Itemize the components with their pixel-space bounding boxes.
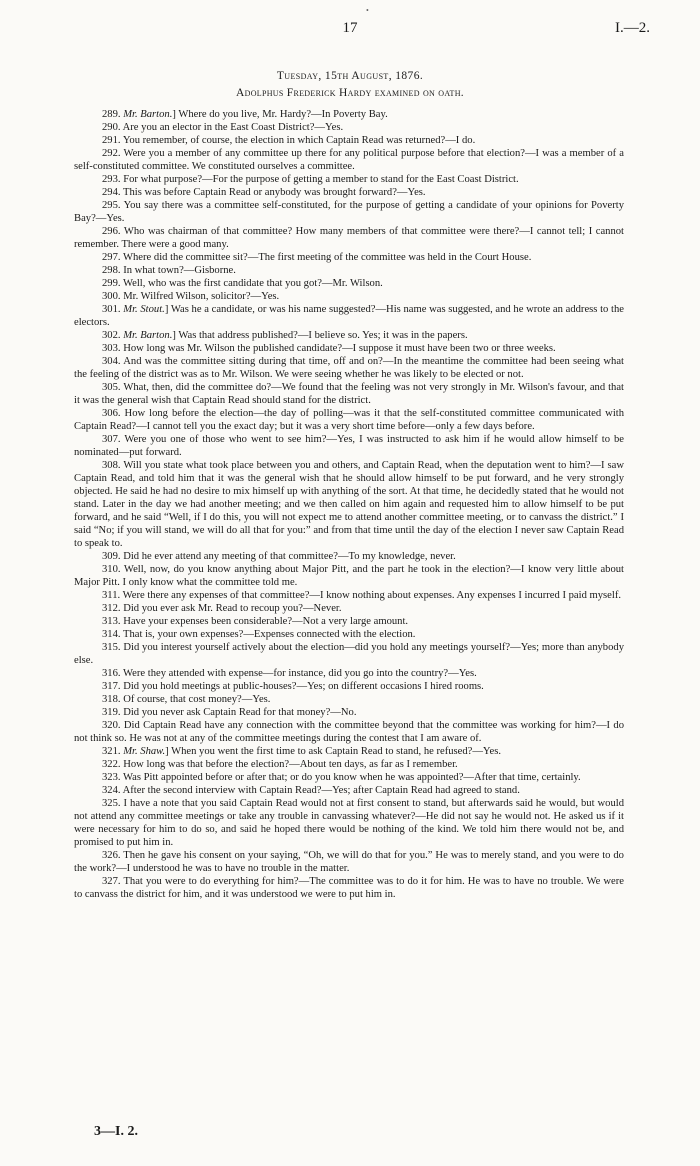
question-answer-text: Well, now, do you know anything about Major Pitt, and the part he took in the election?—I know very little about Major Pitt. I only know what the committee told me. [74,564,624,588]
testimony-paragraph [74,628,624,641]
testimony-paragraph [74,407,624,433]
testimony-paragraph [74,134,624,147]
testimony-paragraph [74,771,624,784]
testimony-paragraph [74,797,624,849]
question-answer-text: Have your expenses been considerable?—Not a very large amount. [123,616,409,627]
question-answer-text: What, then, did the committee do?—We found that the feeling was not very strongly in Mr. Wilson's favour, and that it was the general wish that Captain Read should stand for the district. [74,382,624,406]
page-number: 17 [342,20,358,36]
question-answer-text: Were they attended with expense—for instance, did you go into the country?—Yes. [123,668,477,679]
question-answer-text: For what purpose?—For the purpose of getting a member to stand for the East Coast District. [123,174,519,185]
testimony-paragraph [74,680,624,693]
question-number: 319. [102,707,121,718]
question-answer-text: Then he gave his consent on your saying, “Oh, we will do that for you.” He was to merely stand, and you were to do the work?—I understood he was to have no trouble in the matter. [74,850,624,874]
testimony-paragraph [74,199,624,225]
testimony-paragraph [74,225,624,251]
top-mark: • [366,6,369,15]
question-answer-text: And was the committee sitting during that time, off and on?—In the meantime the committee had been seeing what the feeling of the district was as to Mr. Wilson. We were seeing whether he was likely to be elected or not. [74,356,624,380]
question-number: 293. [102,174,121,185]
question-number: 306. [102,408,121,419]
question-number: 310. [102,564,121,575]
question-answer-text: That you were to do everything for him?—The committee was to do it for him. He was to have no trouble. We were to canvass the district for him, and it was understood we were to put him in. [74,876,624,900]
question-number: 316. [102,668,121,679]
question-number: 292. [102,148,121,159]
testimony-paragraph: 289. Mr. Barton.] Where do you live, Mr. Hardy?—In Poverty Bay. [102,109,388,120]
question-answer-text: Was he a candidate, or was his name suggested?—His name was suggested, and he wrote an address to the electors. [74,304,624,328]
testimony-paragraph [74,693,624,706]
testimony-paragraph [74,290,624,303]
testimony-paragraph [74,121,624,134]
question-answer-text: In what town?—Gisborne. [123,265,236,276]
testimony-paragraph [74,264,624,277]
question-answer-text: You say there was a committee self-constituted, for the purpose of getting a candidate of your opinions for Poverty Bay?—Yes. [74,200,624,224]
testimony-paragraph [74,563,624,589]
question-number: 294. [102,187,121,198]
question-answer-text: How long was Mr. Wilson the published candidate?—I suppose it must have been two or three weeks. [123,343,556,354]
question-answer-text: That is, your own expenses?—Expenses connected with the election. [123,629,416,640]
testimony-paragraph [74,758,624,771]
question-answer-text: Were you one of those who went to see him?—Yes, I was instructed to ask him if he would allow himself to be nominated—put forward. [74,434,624,458]
question-number: 311. [102,590,121,601]
question-number: 299. [102,278,121,289]
question-answer-text: Did you interest yourself actively about the election—did you hold any meetings yourself?—Yes; more than anybody else. [74,642,624,666]
question-answer-text: Did you hold meetings at public-houses?—Yes; on different occasions I hired rooms. [123,681,484,692]
sheet-signature: 3—I. 2. [94,1124,138,1139]
question-answer-text: You remember, of course, the election in which Captain Read was returned?—I do. [122,135,476,146]
question-answer-text: Did he ever attend any meeting of that committee?—To my knowledge, never. [123,551,456,562]
question-answer-text: Mr. Wilfred Wilson, solicitor?—Yes. [123,291,280,302]
testimony-paragraph [74,342,624,355]
question-answer-text: Were there any expenses of that committee?—I know nothing about expenses. Any expenses I incurred I paid myself. [122,590,621,601]
question-number: 323. [102,772,121,783]
testimony-paragraph [74,433,624,459]
question-number: 309. [102,551,121,562]
testimony-body [74,108,624,901]
question-answer-text: How long before the election—the day of polling—was it that the self-constituted committee communicated with Captain Read?—I cannot tell you the exact day; but it was a very short time before—only a few days before. [74,408,624,432]
question-answer-text: After the second interview with Captain Read?—Yes; after Captain Read had agreed to stand. [122,785,520,796]
question-answer-text: This was before Captain Read or anybody was brought forward?—Yes. [123,187,426,198]
session-date: Tuesday, 15th August, 1876. [276,70,424,82]
question-number: 326. [102,850,121,861]
question-answer-text: Was Pitt appointed before or after that; or do you know when he was appointed?—After that time, certainly. [123,772,581,783]
testimony-paragraph [74,589,624,602]
testimony-paragraph: 321. Mr. Shaw.] When you went the first time to ask Captain Read to stand, he refused?—Yes. [102,746,501,757]
testimony-paragraph [74,615,624,628]
question-answer-text: Will you state what took place between you and others, and Captain Read, when the deputation went to him?—I saw Captain Read, and told him that it was the general wish that he should allow himself to be put forward, and he very strongly objected. He said he had no desire to mix himself up with anything of the sort. At that time, he decidedly stated that he would not stand. Later in the day we had another meeting; and we then called on him again and requested him to allow himself to be put forward, and he said “Well, if I do this, you will not expect me to attend another committee meeting, or to canvass the district.” I said “No; if you will stand, we will do all that for you:” and from that time until the day of the election I never saw Captain Read to speak to. [74,460,624,549]
testimony-paragraph [74,251,624,264]
question-number: 304. [102,356,121,367]
question-number: 300. [102,291,121,302]
question-number: 318. [102,694,121,705]
witness-line: Adolphus Frederick Hardy examined on oath. [236,87,464,99]
question-number: 298. [102,265,121,276]
question-number: 322. [102,759,121,770]
question-answer-text: Was that address published?—I believe so. Yes; it was in the papers. [178,330,468,341]
testimony-paragraph [74,459,624,550]
question-answer-text: Did you never ask Captain Read for that money?—No. [123,707,357,718]
testimony-paragraph [74,381,624,407]
question-number: 324. [102,785,121,796]
question-answer-text: Where did the committee sit?—The first meeting of the committee was held in the Court House. [123,252,532,263]
question-number: 302. [102,330,121,341]
question-number: 312. [102,603,121,614]
question-number: 289. [102,109,121,120]
question-answer-text: How long was that before the election?—About ten days, as far as I remember. [123,759,458,770]
testimony-paragraph [74,602,624,615]
question-number: 317. [102,681,121,692]
question-number: 290. [102,122,121,133]
question-number: 301. [102,304,121,315]
question-answer-text: Did Captain Read have any connection with the committee beyond that the committee was working for him?—I do not think so. He was not at any of the committee meetings during the contest that I am aware of. [74,720,624,744]
question-answer-text: Were you a member of any committee up there for any political purpose before that election?—I was a member of a self-constituted committee. We constituted ourselves a committee. [74,148,624,172]
question-number: 307. [102,434,121,445]
testimony-paragraph [74,173,624,186]
question-number: 325. [102,798,121,809]
testimony-paragraph [74,355,624,381]
testimony-paragraph: 302. Mr. Barton.] Was that address published?—I believe so. Yes; it was in the papers. [102,330,468,341]
question-number: 305. [102,382,121,393]
question-number: 315. [102,642,121,653]
question-number: 296. [102,226,121,237]
question-answer-text: I have a note that you said Captain Read would not at first consent to stand, but afterwards said he would, but would not attend any committee meetings or take any trouble in canvassing whatever?—He did not say he would not. He asked us if it were necessary for him to do so, and said he hoped there would be nothing of the kind. We told him there would not be, and promised to put him in. [74,798,624,848]
testimony-paragraph [74,667,624,680]
testimony-paragraph [74,147,624,173]
document-reference: I.—2. [615,20,650,36]
question-number: 303. [102,343,121,354]
question-number: 320. [102,720,121,731]
question-number: 295. [102,200,121,211]
question-number: 291. [102,135,121,146]
testimony-paragraph [74,719,624,745]
question-answer-text: Well, who was the first candidate that you got?—Mr. Wilson. [123,278,383,289]
testimony-paragraph [74,550,624,563]
question-number: 327. [102,876,121,887]
question-answer-text: Who was chairman of that committee? How many members of that committee were there?—I cannot tell; I cannot remember. There were a good many. [74,226,624,250]
testimony-paragraph [74,784,624,797]
examiner-name: Mr. Stout. [123,304,165,315]
testimony-paragraph [74,277,624,290]
question-number: 308. [102,460,121,471]
testimony-paragraph: 301. Mr. Stout.] Was he a candidate, or was his name suggested?—His name was suggested, and he wrote an address to the electors. [74,304,624,328]
testimony-paragraph [74,641,624,667]
question-answer-text: Where do you live, Mr. Hardy?—In Poverty Bay. [178,109,388,120]
testimony-paragraph [74,706,624,719]
testimony-paragraph [74,875,624,901]
question-number: 321. [102,746,121,757]
question-answer-text: Are you an elector in the East Coast District?—Yes. [122,122,344,133]
question-number: 313. [102,616,121,627]
examiner-name: Mr. Shaw. [123,746,166,757]
question-answer-text: Of course, that cost money?—Yes. [123,694,271,705]
testimony-paragraph [74,849,624,875]
testimony-paragraph [74,186,624,199]
question-number: 314. [102,629,121,640]
question-answer-text: Did you ever ask Mr. Read to recoup you?—Never. [123,603,342,614]
question-number: 297. [102,252,121,263]
question-answer-text: When you went the first time to ask Captain Read to stand, he refused?—Yes. [171,746,501,757]
examiner-name: Mr. Barton. [123,109,173,120]
examiner-name: Mr. Barton. [123,330,173,341]
